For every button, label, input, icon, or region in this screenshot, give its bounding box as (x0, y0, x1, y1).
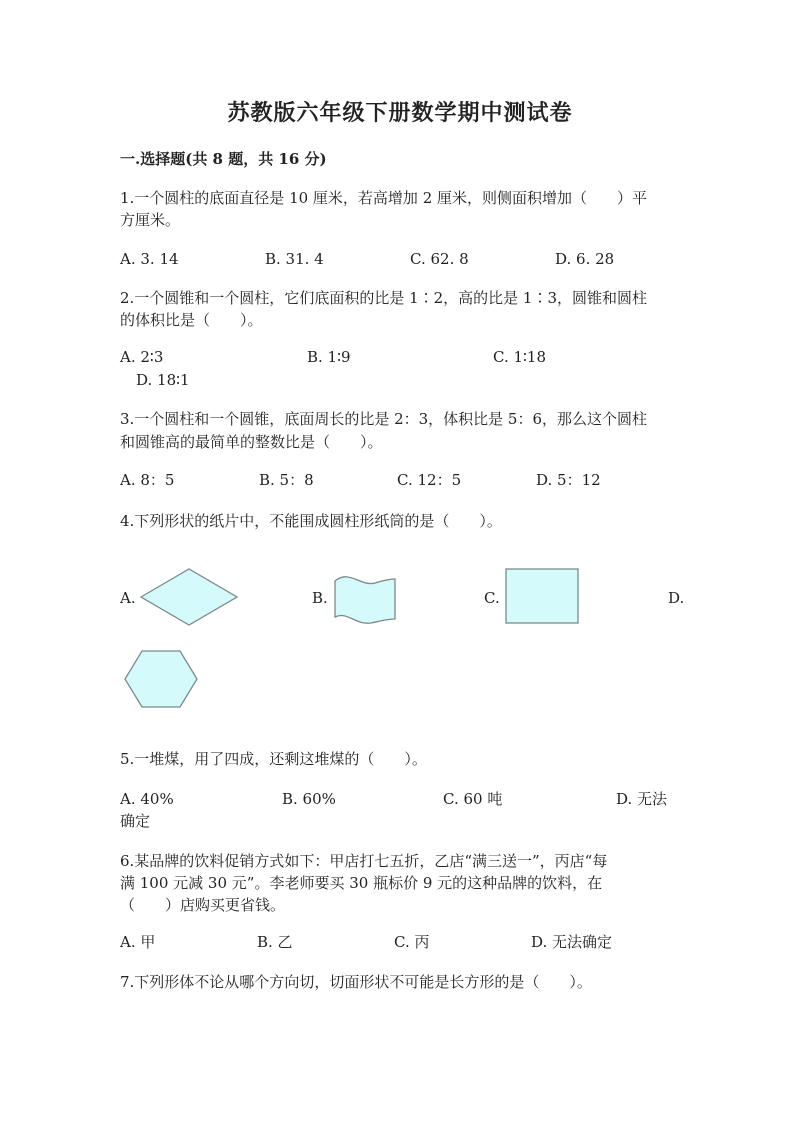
question-1-option-a: A. 3. 14 (120, 250, 179, 268)
question-2-option-a: A. 2∶3 (120, 348, 164, 366)
question-2-option-c: C. 1∶18 (493, 348, 547, 366)
question-1-option-d: D. 6. 28 (555, 250, 615, 268)
question-5-option-d: D. 无法 (616, 790, 668, 808)
rectangle-shape (505, 568, 579, 624)
question-2-line-1: 2.一个圆锥和一个圆柱，它们底面积的比是 1∶2，高的比是 1∶3，圆锥和圆柱 (120, 289, 648, 307)
question-5-option-d-wrap: 确定 (120, 812, 151, 830)
question-6-line-2: 满 100 元减 30 元”。李老师要买 30 瓶标价 9 元的这种品牌的饮料，在 (120, 874, 603, 892)
question-3-option-b: B. 5：8 (259, 471, 314, 489)
hexagon-shape (123, 649, 199, 709)
question-5-option-b: B. 60% (282, 790, 336, 808)
question-3-line-2: 和圆锥高的最简单的整数比是（ ）。 (120, 433, 383, 451)
question-7-line-1: 7.下列形体不论从哪个方向切，切面形状不可能是长方形的是（ ）。 (120, 973, 592, 991)
section-heading: 一.选择题(共 8 题，共 16 分) (120, 150, 327, 168)
question-5-option-a: A. 40% (120, 790, 174, 808)
question-3-option-a: A. 8：5 (120, 471, 175, 489)
question-6-option-c: C. 丙 (394, 933, 430, 951)
question-6-option-a: A. 甲 (120, 933, 156, 951)
page-title: 苏教版六年级下册数学期中测试卷 (227, 100, 573, 126)
question-4-line-1: 4.下列形状的纸片中，不能围成圆柱形纸筒的是（ ）。 (120, 512, 502, 530)
question-1-line-1: 1.一个圆柱的底面直径是 10 厘米，若高增加 2 厘米，则侧面积增加（ ）平 (120, 189, 648, 207)
question-3-option-d: D. 5：12 (536, 471, 601, 489)
question-6-option-d: D. 无法确定 (531, 933, 613, 951)
question-2-option-b: B. 1∶9 (307, 348, 351, 366)
question-2-option-d: D. 18∶1 (136, 371, 190, 389)
wavy-ribbon-shape (331, 573, 397, 625)
question-4-label-b: B. (312, 589, 328, 607)
question-6-option-b: B. 乙 (257, 933, 293, 951)
question-3-line-1: 3.一个圆柱和一个圆锥，底面周长的比是 2：3，体积比是 5：6，那么这个圆柱 (120, 410, 648, 428)
question-6-line-3: （ ）店购买更省钱。 (120, 896, 286, 914)
question-4-label-c: C. (484, 589, 500, 607)
question-4-label-d: D. (668, 589, 685, 607)
question-5-option-c: C. 60 吨 (443, 790, 503, 808)
question-6-line-1: 6.某品牌的饮料促销方式如下：甲店打七五折，乙店“满三送一”，丙店“每 (120, 852, 608, 870)
question-1-line-2: 方厘米。 (120, 211, 181, 229)
question-1-option-c: C. 62. 8 (410, 250, 469, 268)
question-3-option-c: C. 12：5 (397, 471, 462, 489)
question-5-line-1: 5.一堆煤，用了四成，还剩这堆煤的（ ）。 (120, 750, 427, 768)
rhombus-shape (139, 567, 239, 627)
question-1-option-b: B. 31. 4 (265, 250, 324, 268)
question-2-line-2: 的体积比是（ ）。 (120, 311, 263, 329)
question-4-label-a: A. (120, 589, 136, 607)
